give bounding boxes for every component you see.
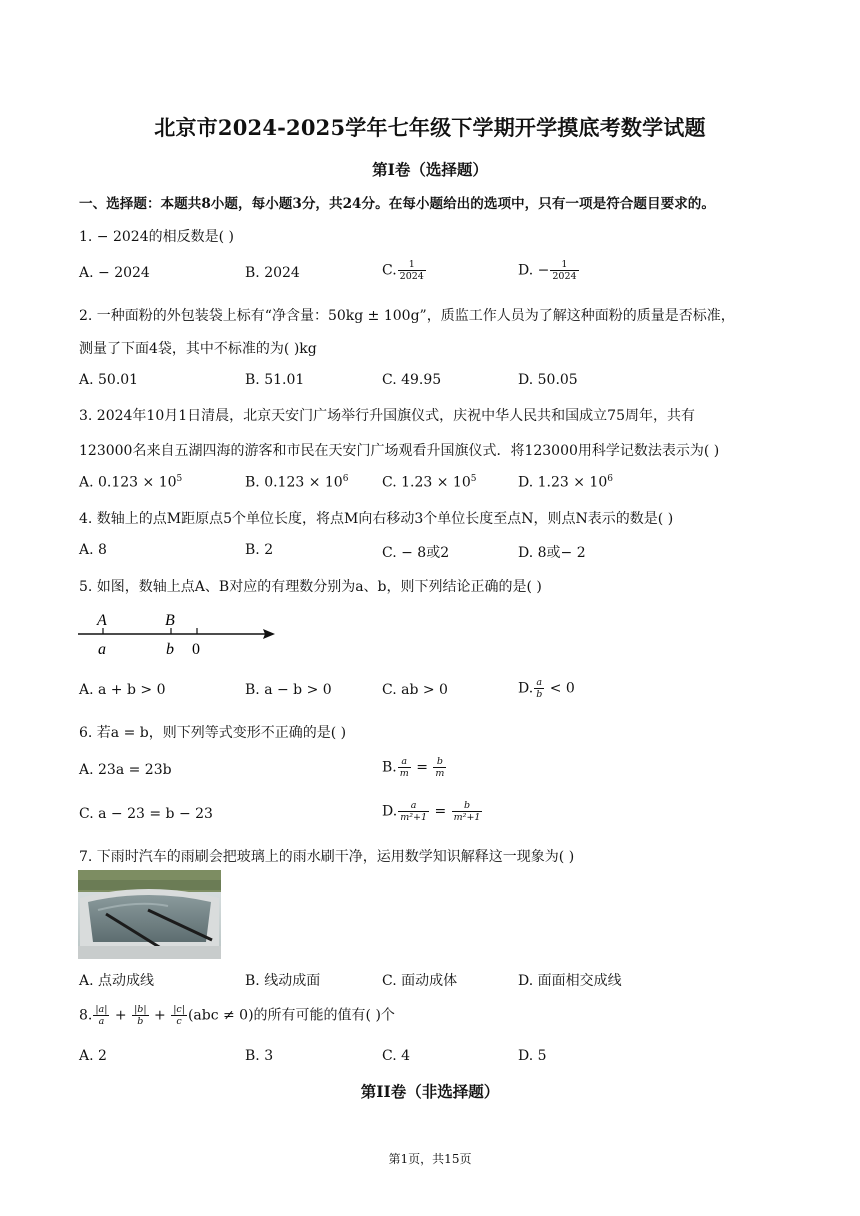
- question-7-stem: 7. 下雨时汽车的雨刷会把玻璃上的雨水刷干净，运用数学知识解释这一现象为( ): [79, 849, 575, 865]
- zero-label: 0: [192, 641, 200, 658]
- q1-option-b: B. 2024: [245, 265, 300, 281]
- page-footer: 第1页，共15页: [388, 1152, 472, 1166]
- fraction: $\frac{1}{2024}$: [552, 259, 577, 282]
- q4-option-d: D. 8或− 2: [518, 545, 586, 561]
- q6-option-b: B. $\frac{a}{m}$ = $\frac{b}{m}$: [382, 756, 445, 779]
- q5-option-d: D. $\frac{a}{b}$ < 0: [518, 677, 575, 700]
- q7-option-d: D. 面面相交成线: [518, 973, 622, 989]
- q8-option-d: D. 5: [518, 1048, 547, 1064]
- q7-option-c: C. 面动成体: [382, 973, 458, 989]
- value-a-label: a: [98, 641, 106, 658]
- point-b-label: B: [165, 612, 175, 629]
- q6-option-d: D. $\frac{a}{\text{m²+1}}$ = $\frac{b}{\text{m²+1}}$: [382, 800, 481, 823]
- value-b-label: b: [166, 641, 174, 658]
- question-1-stem: 1. − 2024的相反数是( ): [79, 229, 234, 245]
- section1-instructions: 一、选择题：本题共8小题，每小题3分，共24分。在每小题给出的选项中，只有一项是符合题目要求的。: [79, 196, 715, 212]
- q6-option-c: C. a − 23 = b − 23: [79, 806, 213, 822]
- q4-option-c: C. − 8或2: [382, 545, 450, 561]
- question-6-stem: 6. 若a = b，则下列等式变形不正确的是( ): [79, 725, 347, 741]
- fraction: $\frac{|c|}{c}$: [173, 1004, 185, 1027]
- question-2-stem-line2: 测量了下面4袋，其中不标准的为( )kg: [79, 341, 317, 357]
- windshield-wiper-photo: [78, 870, 221, 959]
- question-2-stem-line1: 2. 一种面粉的外包装袋上标有“净含量：50kg ± 100g”，质监工作人员为了解这种面粉的质量是否标准，: [79, 308, 735, 324]
- point-a-label: A: [97, 612, 107, 629]
- q2-option-b: B. 51.01: [245, 372, 305, 388]
- question-8-stem: 8. $\frac{|a|}{a}$ + $\frac{|b|}{b}$ + $\frac{|c|}{c}$ (abc ≠ 0)的所有可能的值有( )个: [79, 1004, 395, 1027]
- q3-option-d: D. $1.23 \times 10^6$: [518, 474, 613, 491]
- q8-option-c: C. 4: [382, 1048, 411, 1064]
- q5-option-a: A. a + b > 0: [79, 682, 166, 698]
- q3-option-c: C. $1.23 \times 10^5$: [382, 474, 477, 491]
- number-line-figure: [75, 604, 285, 660]
- part1-title: 第I卷（选择题）: [372, 160, 488, 179]
- fraction: $\frac{a}{\text{m²+1}}$: [400, 800, 428, 823]
- question-4-stem: 4. 数轴上的点M距原点5个单位长度，将点M向右移动3个单位长度至点N，则点N表示的数是( ): [79, 511, 674, 527]
- question-5-stem: 5. 如图，数轴上点A、B对应的有理数分别为a、b，则下列结论正确的是( ): [79, 579, 542, 595]
- part2-title: 第II卷（非选择题）: [360, 1082, 500, 1101]
- q4-option-b: B. 2: [245, 542, 274, 558]
- fraction: $\frac{a}{m}$: [399, 756, 409, 779]
- fraction: $\frac{1}{2024}$: [399, 259, 424, 282]
- q7-option-b: B. 线动成面: [245, 973, 321, 989]
- q1-option-c: C. $\frac{1}{2024}$: [382, 259, 424, 282]
- fraction: $\frac{b}{\text{m²+1}}$: [453, 800, 481, 823]
- q8-option-b: B. 3: [245, 1048, 274, 1064]
- fraction: $\frac{b}{m}$: [435, 756, 445, 779]
- q6-option-a: A. 23a = 23b: [79, 762, 172, 778]
- q7-option-a: A. 点动成线: [79, 973, 155, 989]
- fraction: $\frac{|a|}{a}$: [95, 1004, 108, 1027]
- q5-option-b: B. a − b > 0: [245, 682, 332, 698]
- page-title: 北京市2024-2025学年七年级下学期开学摸底考数学试题: [154, 115, 706, 140]
- fraction: $\frac{|b|}{b}$: [134, 1004, 147, 1027]
- fraction: $\frac{a}{b}$: [536, 677, 543, 700]
- q2-option-a: A. 50.01: [79, 372, 139, 388]
- question-3-stem-line2: 123000名来自五湖四海的游客和市民在天安门广场观看升国旗仪式．将123000用科学记数法表示为( ): [79, 443, 720, 459]
- q1-option-a: A. − 2024: [79, 265, 150, 281]
- q4-option-a: A. 8: [79, 542, 107, 558]
- q5-option-c: C. ab > 0: [382, 682, 448, 698]
- q2-option-c: C. 49.95: [382, 372, 442, 388]
- q1-option-d: D. − $\frac{1}{2024}$: [518, 259, 577, 282]
- q8-option-a: A. 2: [79, 1048, 107, 1064]
- q3-option-a: A. $0.123 \times 10^5$: [79, 474, 183, 491]
- q3-option-b: B. $0.123 \times 10^6$: [245, 474, 349, 491]
- q2-option-d: D. 50.05: [518, 372, 578, 388]
- question-3-stem-line1: 3. 2024年10月1日清晨，北京天安门广场举行升国旗仪式，庆祝中华人民共和国成立75周年，共有: [79, 408, 695, 424]
